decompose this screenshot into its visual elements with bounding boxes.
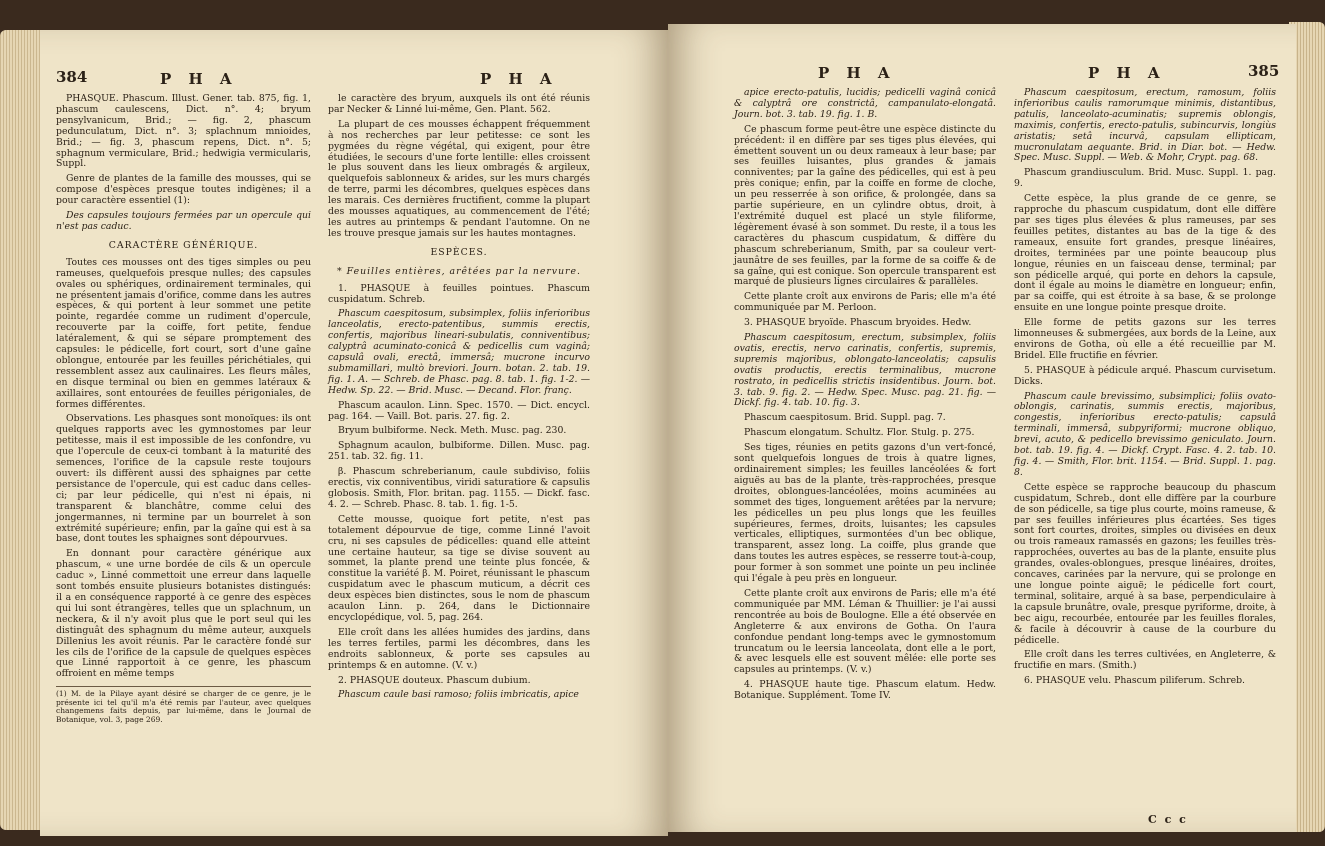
footnote-text: (1) M. de la Pilaye ayant désiré se charger de ce genre, je le présente ici tel qu'il m'a été remis par l'auteur, avec quelques changemens faits depuis, par lui-même, dans le Journal de Botanique, vol. 3, page 269.: [56, 689, 311, 724]
paragraph: Phascum caespitosum, subsimplex, foliis inferioribus lanceolatis, erecto-patentibus, summis erectis, confertis, majoribus lineari-subulatis, conniventibus; calyptrâ acuminato-conicâ & pedicellis cum vaginâ; capsulâ ovali, erectâ, immersâ; mucrone incurvo submamillari, multò breviori. Journ. botan. 2. tab. 19. fig. 1. A. — Schreb. de Phasc. pag. 8. tab. 1. fig. 1-2. — Hedw. Sp. 22. — Brid. Musc. — Decand. Flor. franç.: [328, 308, 590, 396]
paragraph: En donnant pour caractère générique aux phascum, « une urne bordée de cils & un opercule caduc », Linné commettoit une erreur dans laquelle sont tombés ensuite plusieurs botanistes distingués: il a en conséquence rapporté à ce genre des espèces qui lui sont étrangères, telles que un splachnum, un neckera, & il n'y avoit plus que le port seul qui les distinguât des sphagnum du même auteur, auxquels Dillenius les avoit réunis. Par le caractère fondé sur les cils de l'orifice de la capsule de quelques espèces que Linné rapportoit à ce genre, les phascum offroient en même temps: [56, 548, 311, 680]
paragraph: Phascum caule brevissimo, subsimplici; foliis ovato-oblongis, carinatis, summis erectis, majoribus, congestis, inferioribus erecto-patulis; capsulâ terminali, immersâ, subpyriformi; mucrone obliquo, brevi, acuto, & pedicello brevissimo geniculato. Journ. bot. tab. 19. fig. 4. — Dickf. Crypt. Fasc. 4. 2. tab. 10. fig. 4. — Smith, Flor. brit. 1154. — Brid. Suppl. 1. pag. 8.: [1014, 390, 1276, 478]
species-entry: 6. PHASQUE velu. Phascum piliferum. Schreb.: [1024, 675, 1246, 687]
paragraph: Ce phascum forme peut-être une espèce distincte du précédent: il en diffère par ses tiges plus élevées, qui émettent souvent un ou deux rameaux à leur base; par ses feuilles luisantes, plus grandes & jamais conniventes; par la gaîne des pédicelles, qui est à peu près conique; enfin, par la coiffe en forme de cloche, un peu resserrée à son orifice, & prolongée, dans sa partie supérieure, en un cylindre obtus, droit, à l'extrémité duquel est placé un style filiforme, légèrement évasé à son sommet. Du reste, il a tous les caractères du phascum cuspidatum, & diffère du phascum schreberianum, Smith, par sa couleur vert-jaunâtre de ses feuilles, par la forme de sa coiffe & de sa gaîne, qui est conique. Son opercule transparent est marqué de plusieurs lignes circulaires & parallèles.: [734, 123, 996, 288]
paragraph: Phascum caespitosum. Brid. Suppl. pag. 7.: [744, 412, 946, 424]
species-entry: 3. PHASQUE bryoïde. Phascum bryoides. Hedw.: [744, 317, 972, 329]
paragraph: Cette mousse, quoique fort petite, n'est pas totalement dépourvue de tige, comme Linné l'avoit cru, ni ses capsules de pédicelles: quand elle atteint une certaine hauteur, sa tige se divise souvent au sommet, la plante prend une teinte plus foncée, & constitue la variété β. M. Poiret, réunissant le phascum cuspidatum avec le phascum muticum, a décrit ces deux espèces bien distinctes, sous le nom de phascum acaulon Linn. p. 264, dans le Dictionnaire encyclopédique, vol. 5, pag. 264.: [328, 513, 590, 623]
paragraph: Elle croît dans les allées humides des jardins, dans les terres fertiles, parmi les décombres, dans les endroits sablonneux, & porte ses capsules au printemps & en automne. (V. v.): [328, 626, 590, 671]
paragraph: Phascum caespitosum, erectum, ramosum, foliis inferioribus caulis ramorumque minimis, distantibus, patulis, lanceolato-acuminatis; supremis oblongis, maximis, confertis, erecto-patulis, subincurvis, longiùs aristatis; setâ incurvâ, capsulam ellipticam, mucronulatam aequante. Brid. in Diar. bot. — Hedw. Spec. Musc. Suppl. — Web. & Mohr, Crypt. pag. 68.: [1014, 87, 1276, 164]
paragraph: Bryum bulbiforme. Neck. Meth. Musc. pag. 230.: [338, 425, 567, 437]
page-number-right: 385: [1248, 62, 1280, 80]
signature-mark: C c c: [1148, 813, 1188, 826]
running-head: P H A: [480, 70, 558, 88]
paragraph: Observations. Les phasques sont monoïques: ils ont quelques rapports avec les gymnostomes par leur petitesse, mais il est impossible de les confondre, vu que l'opercule de ceux-ci tombant à la maturité des semences, l'orifice de la capsule reste toujours ouvert: ils diffèrent aussi des sphaignes par cette persistance de l'opercule, qui est caduc dans celles-ci; par leur pédicelle, qui n'est ni épais, ni transparent & blanchâtre, comme celui des jongermannes, ni termine par un bourrelet à son extrémité supérieure; enfin, par la gaîne qui est à sa base, dont toutes les sphaignes sont dépourvues.: [56, 413, 311, 545]
paragraph: La plupart de ces mousses échappent fréquemment à nos recherches par leur petitesse: ce sont les pygmées du règne végétal, qui exigent, pour être étudiées, le secours d'une forte lentille: elles croissent le plus souvent dans les lieux ombragés & argileux, quelquefois sablonneux & arides, sur les murs chargés de terre, parmi les décombres, quelques espèces dans les marais. Ces dernières fructifient, comme la plupart des mousses aquatiques, au commencement de l'été; les autres au printemps & pendant l'automne. On ne les trouve presque jamais sur les hautes montagnes.: [328, 118, 590, 239]
paragraph: Phascum caespitosum, erectum, subsimplex, foliis ovatis, erectis, nervo carinatis, confertis, supremis, supremis majoribus, oblongato-lanceolatis; capsulis ovatis productis, erectis terminalibus, mucrone rostrato, in pedicellis strictis insidentibus. Journ. bot. 3. tab. 9. fig. 2. — Hedw. Spec. Musc. pag. 21. fig. — Dickf. fig. 4. tab. 10. fig. 3.: [734, 332, 996, 409]
paragraph: Des capsules toujours fermées par un opercule qui n'est pas caduc.: [56, 210, 311, 232]
subheading: * Feuilles entières, arêtées par la nervure.: [337, 265, 581, 277]
left-page: [40, 30, 668, 836]
running-head: P H A: [818, 64, 896, 82]
running-head: P H A: [160, 70, 238, 88]
paragraph: Elle forme de petits gazons sur les terres limonneuses & submergées, aux bords de la Leine, aux environs de Gotha, où elle a été recueillie par M. Bridel. Elle fructifie en février.: [1014, 317, 1276, 361]
paragraph: Cette espèce se rapproche beaucoup du phascum cuspidatum, Schreb., dont elle diffère par la courbure de son pédicelle, sa tige plus courte, moins rameuse, & par ses feuilles inférieures plus écartées. Ses tiges sont fort courtes, droites, simples ou divisées en deux ou trois rameaux ramassés en gazons; les feuilles très-rapprochées, ouvertes au bas de la plante, ensuite plus grandes, ovales-oblongues, presque linéaires, droites, concaves, carinées par la nervure, qui se prolonge en une longue pointe aiguë; le pédicelle fort court, terminal, solitaire, arqué à sa base, perpendiculaire à la capsule brunâtre, ovale, presque pyriforme, droite, à bec aigu, recourbée, entourée par les feuilles florales, & facile à découvrir à cause de la courbure du pédicelle.: [1014, 481, 1276, 646]
paragraph: β. Phascum schreberianum, caule subdiviso, foliis erectis, vix conniventibus, viridi saturatiore & capsulis globosis. Smith, Flor. britan. pag. 1155. — Dickf. fasc. 4. 2. — Schreb. Phasc. 8. tab. 1. fig. 1-5.: [328, 466, 590, 510]
paragraph: PHASQUE. Phascum. Illust. Gener. tab. 875, fig. 1, phascum caulescens, Dict. n°. 4; bryum pensylvanicum, Brid.; — fig. 2, phascum pedunculatum, Dict. n°. 3; splachnum mnioides, Brid.; — fig. 3, phascum repens, Dict. n°. 5; sphagnum vermiculare, Brid.; hedwigia vermicularis, Suppl.: [56, 93, 311, 170]
footnote: [56, 686, 311, 724]
paragraph: Phascum acaulon. Linn. Spec. 1570. — Dict. encycl. pag. 164. — Vaill. Bot. paris. 27. fig. 2.: [328, 399, 590, 422]
paragraph: Elle croît dans les terres cultivées, en Angleterre, & fructifie en mars. (Smith.): [1014, 649, 1276, 672]
page-number-left: 384: [56, 68, 88, 86]
paragraph: Cette plante croît aux environs de Paris; elle m'a été communiquée par MM. Léman & Thuillier: je l'ai aussi rencontrée au bois de Boulogne. Elle a été observée en Angleterre & aux environs de Gotha. On l'aura confondue pendant long-temps avec le gymnostomum truncatum ou le leersia lanceolata, dont elle a le port, & avec lesquels elle est souvent mêlée: elle porte ses capsules au printemps. (V. v.): [734, 587, 996, 676]
section-heading: ESPÈCES.: [430, 246, 488, 258]
running-head: P H A: [1088, 64, 1166, 82]
paragraph: Toutes ces mousses ont des tiges simples ou peu rameuses, quelquefois presque nulles; des capsules ovales ou sphériques, ordinairement terminales, qui ne présentent jamais d'orifice, comme dans les autres espèces, & qui portent à leur sommet une petite pointe, regardée comme un rudiment d'opercule, recouverte par la coiffe, fort petite, fendue latéralement, & qui se sépare promptement des capsules: le pédicelle, fort court, sort d'une gaîne oblongue, entourée par les feuilles périchétiales, qui ressemblent assez aux caulinaires. Les fleurs mâles, en disque terminal ou bien en gemmes latéraux & axillaires, sont entourées de feuilles périgoniales, de formes différentes.: [56, 256, 311, 410]
right-page: [668, 24, 1296, 832]
paragraph: Cette plante croît aux environs de Paris; elle m'a été communiquée par M. Perloon.: [734, 291, 996, 314]
paragraph: Phascum elongatum. Schultz. Flor. Stulg. p. 275.: [744, 427, 975, 439]
right-column-2: [1014, 88, 1276, 691]
paragraph: le caractère des bryum, auxquels ils ont été réunis par Necker & Linné lui-même, Gen. Plant. 562.: [328, 93, 590, 115]
section-heading: CARACTÈRE GÉNÉRIQUE.: [108, 239, 259, 251]
left-column-1: [56, 94, 311, 729]
paragraph: Genre de plantes de la famille des mousses, qui se compose d'espèces presque toutes indigènes; il a pour caractère essentiel (1):: [56, 173, 311, 207]
left-column-2: [328, 94, 590, 705]
paragraph: Sphagnum acaulon, bulbiforme. Dillen. Musc. pag. 251. tab. 32. fig. 11.: [328, 440, 590, 463]
paragraph: Phascum grandiusculum. Brid. Musc. Suppl. 1. pag. 9.: [1014, 167, 1276, 190]
species-entry: 1. PHASQUE à feuilles pointues. Phascum cuspidatum. Schreb.: [328, 282, 590, 305]
paragraph: apice erecto-patulis, lucidis; pedicelli vaginâ conicâ & calyptrâ ore constrictâ, campanulato-elongatâ. Journ. bot. 3. tab. 19. fig. 1. B.: [734, 87, 996, 120]
right-column-1: [734, 88, 996, 706]
species-entry: 2. PHASQUE douteux. Phascum dubium.: [338, 674, 531, 686]
paragraph: Phascum caule basi ramoso; foliis imbricatis, apice: [338, 689, 579, 701]
species-entry: 5. PHASQUE à pédicule arqué. Phascum curvisetum. Dicks.: [1014, 364, 1276, 387]
species-entry: 4. PHASQUE haute tige. Phascum elatum. Hedw. Botanique. Supplément. Tome IV.: [734, 679, 996, 702]
paragraph: Ses tiges, réunies en petits gazons d'un vert-foncé, sont quelquefois longues de trois à quatre lignes, ordinairement simples; les feuilles lancéolées & fort aiguës au bas de la plante, très-rapprochées, presque droites, oblongues-lancéolées, moins acuminées au sommet des tiges, longuement arêtées par la nervure; les pédicelles un peu plus longs que les feuilles supérieures, fermes, droits, luisantes; les capsules verticales, elliptiques, surmontées d'un bec oblique, transparent, assez long. La coiffe, plus grande que dans toutes les autres espèces, se resserre tout-à-coup, pour former à son sommet une pointe un peu inclinée qui l'égale à peu près en longueur.: [734, 442, 996, 585]
paragraph: Cette espèce, la plus grande de ce genre, se rapproche du phascum cuspidatum, dont elle diffère par ses tiges plus élevées & plus rameuses, par ses feuilles petites, distantes au bas de la tige & des rameaux, ensuite fort grandes, presque linéaires, droites, terminées par une pointe beaucoup plus longue, réunies en un faisceau dense, terminal; par son pédicelle arqué, qui porte en dehors la capsule, dont il égale au moins le diamètre en longueur; enfin, par sa coiffe, qui est étroite à sa base, & se prolonge ensuite en une longue pointe presque droite.: [1014, 193, 1276, 314]
